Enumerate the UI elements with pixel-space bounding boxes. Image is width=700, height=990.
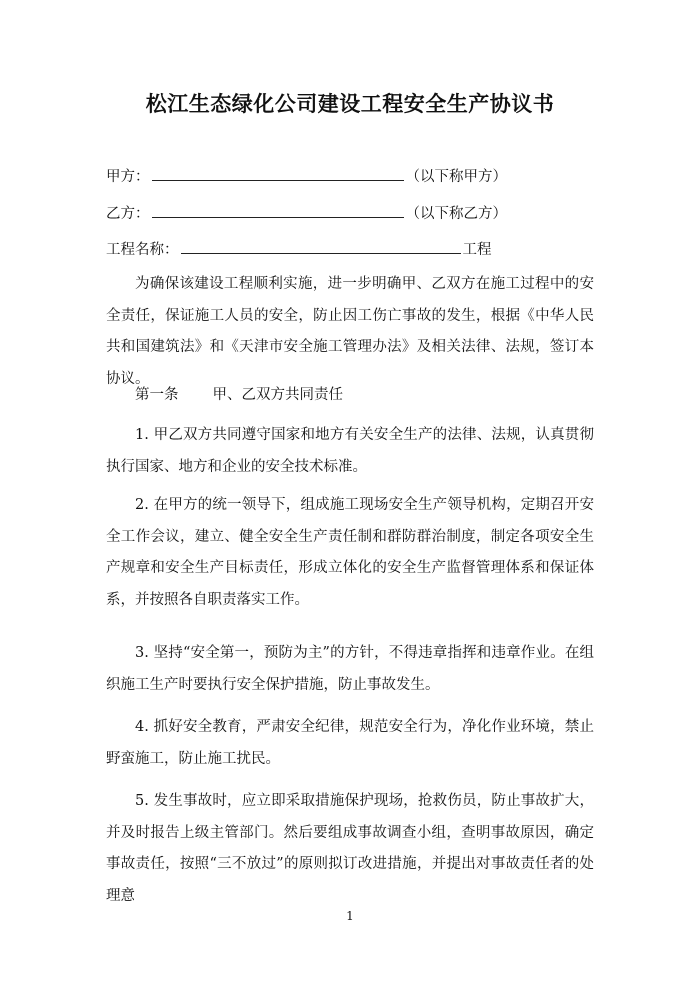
clause-3: 3. 坚持“安全第一，预防为主”的方针，不得违章指挥和违章作业。在组织施工生产时要执行安全保护措施，防止事故发生。	[106, 645, 594, 693]
project-name-suffix: 工程	[462, 242, 492, 258]
project-name-label: 工程名称：	[106, 242, 179, 258]
party-b-label: 乙方：	[106, 206, 150, 222]
party-b-blank[interactable]	[152, 203, 404, 218]
document-title: 松江生态绿化公司建设工程安全生产协议书	[145, 91, 555, 116]
project-name-blank[interactable]	[181, 239, 461, 254]
article-1-title: 甲、乙双方共同责任	[212, 387, 343, 403]
page-number: 1	[346, 909, 354, 923]
clause-5: 5. 发生事故时，应立即采取措施保护现场，抢救伤员，防止事故扩大，并及时报告上级主管部门。然后要组成事故调查小组，查明事故原因，确定事故责任，按照“三不放过”的原则拟订改进措施，并提出对事故责任者的处理意	[106, 793, 594, 904]
article-1-number: 第一条	[135, 387, 179, 403]
party-b-suffix: （以下称乙方）	[405, 206, 507, 222]
party-a-suffix: （以下称甲方）	[405, 169, 507, 185]
party-a-line	[106, 166, 507, 187]
party-a-blank[interactable]	[152, 166, 404, 181]
party-b-line	[106, 203, 507, 224]
clause-4: 4. 抓好安全教育，严肃安全纪律，规范安全行为，净化作业环境，禁止野蛮施工，防止施工扰民。	[106, 719, 594, 767]
clause-2: 2. 在甲方的统一领导下，组成施工现场安全生产领导机构，定期召开安全工作会议，建立、健全安全生产责任制和群防群治制度，制定各项安全生产规章和安全生产目标责任，形成立体化的安全生产监督管理体系和保证体系，并按照各自职责落实工作。	[106, 497, 594, 608]
intro-paragraph: 为确保该建设工程顺利实施，进一步明确甲、乙双方在施工过程中的安全责任，保证施工人员的安全，防止因工伤亡事故的发生，根据《中华人民共和国建筑法》和《天津市安全施工管理办法》及相关法律、法规，签订本协议。	[106, 276, 594, 387]
article-1-heading	[135, 385, 343, 405]
party-a-label: 甲方：	[106, 169, 150, 185]
project-name-line	[106, 239, 492, 260]
clause-1: 1. 甲乙双方共同遵守国家和地方有关安全生产的法律、法规，认真贯彻执行国家、地方和企业的安全技术标准。	[106, 427, 594, 475]
